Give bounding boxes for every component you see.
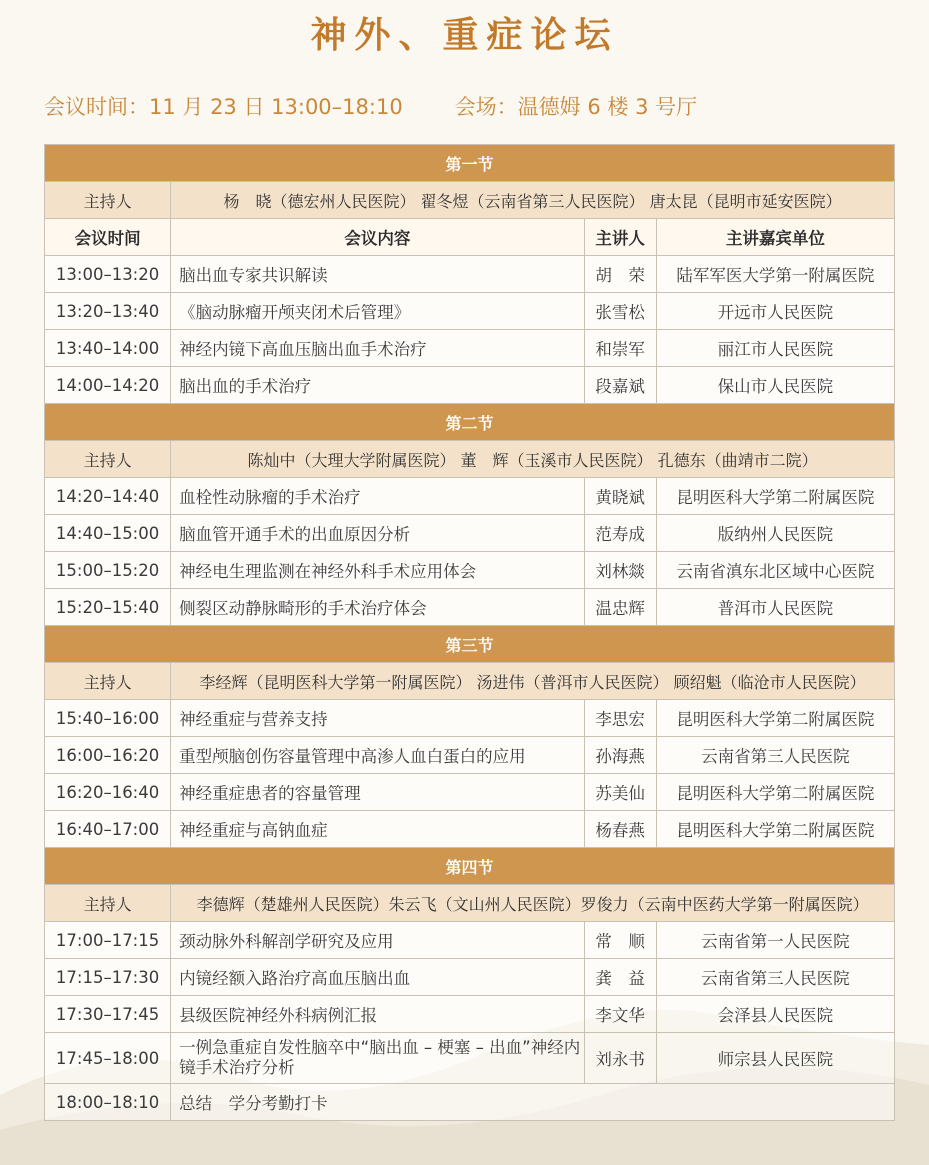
column-header-row <box>45 219 895 256</box>
host-row <box>45 441 895 478</box>
section-header <box>45 404 895 441</box>
host-label: 主持人 <box>45 182 171 219</box>
session-org: 云南省第三人民医院 <box>656 737 894 774</box>
session-topic: 县级医院神经外科病例汇报 <box>171 996 584 1033</box>
host-label: 主持人 <box>45 441 171 478</box>
session-speaker: 胡 荣 <box>584 256 656 293</box>
session-org: 昆明医科大学第二附属医院 <box>656 774 894 811</box>
closing-topic: 总结 学分考勤打卡 <box>171 1084 895 1121</box>
session-speaker: 龚 益 <box>584 959 656 996</box>
session-speaker: 段嘉斌 <box>584 367 656 404</box>
session-time: 14:20–14:40 <box>45 478 171 515</box>
session-topic: 神经电生理监测在神经外科手术应用体会 <box>171 552 584 589</box>
column-header-content: 会议内容 <box>171 219 584 256</box>
session-speaker: 刘林燚 <box>584 552 656 589</box>
table-row <box>45 589 895 626</box>
table-row <box>45 996 895 1033</box>
session-topic: 内镜经额入路治疗高血压脑出血 <box>171 959 584 996</box>
table-row <box>45 367 895 404</box>
section-header <box>45 848 895 885</box>
session-org: 昆明医科大学第二附属医院 <box>656 811 894 848</box>
session-time: 17:15–17:30 <box>45 959 171 996</box>
host-label: 主持人 <box>45 885 171 922</box>
session-speaker: 和崇军 <box>584 330 656 367</box>
session-speaker: 黄晓斌 <box>584 478 656 515</box>
section-title: 第四节 <box>45 848 895 885</box>
session-topic: 颈动脉外科解剖学研究及应用 <box>171 922 584 959</box>
session-time: 14:00–14:20 <box>45 367 171 404</box>
host-row <box>45 182 895 219</box>
table-row <box>45 811 895 848</box>
session-topic: 神经重症与营养支持 <box>171 700 584 737</box>
session-topic: 一例急重症自发性脑卒中“脑出血 – 梗塞 – 出血”神经内镜手术治疗分析 <box>171 1033 584 1084</box>
session-time: 17:30–17:45 <box>45 996 171 1033</box>
session-org: 普洱市人民医院 <box>656 589 894 626</box>
session-topic: 《脑动脉瘤开颅夹闭术后管理》 <box>171 293 584 330</box>
section-title: 第二节 <box>45 404 895 441</box>
session-speaker: 刘永书 <box>584 1033 656 1084</box>
table-row <box>45 737 895 774</box>
session-time: 15:40–16:00 <box>45 700 171 737</box>
host-row <box>45 885 895 922</box>
section-header <box>45 626 895 663</box>
session-time: 13:00–13:20 <box>45 256 171 293</box>
session-speaker: 李文华 <box>584 996 656 1033</box>
session-time: 16:40–17:00 <box>45 811 171 848</box>
session-org: 会泽县人民医院 <box>656 996 894 1033</box>
session-topic: 神经重症与高钠血症 <box>171 811 584 848</box>
table-row <box>45 293 895 330</box>
agenda-table <box>44 144 895 1121</box>
table-row <box>45 700 895 737</box>
column-header-org: 主讲嘉宾单位 <box>656 219 894 256</box>
table-row <box>45 774 895 811</box>
host-names: 李德辉（楚雄州人民医院）朱云飞（文山州人民医院）罗俊力（云南中医药大学第一附属医院） <box>171 885 895 922</box>
session-org: 版纳州人民医院 <box>656 515 894 552</box>
session-org: 云南省滇东北区域中心医院 <box>656 552 894 589</box>
session-org: 陆军军医大学第一附属医院 <box>656 256 894 293</box>
session-org: 昆明医科大学第二附属医院 <box>656 700 894 737</box>
session-time: 15:00–15:20 <box>45 552 171 589</box>
session-topic: 脑出血专家共识解读 <box>171 256 584 293</box>
session-speaker: 李思宏 <box>584 700 656 737</box>
session-speaker: 张雪松 <box>584 293 656 330</box>
host-names: 李经辉（昆明医科大学第一附属医院） 汤进伟（普洱市人民医院） 顾绍魁（临沧市人民医院） <box>171 663 895 700</box>
session-org: 开远市人民医院 <box>656 293 894 330</box>
session-speaker: 孙海燕 <box>584 737 656 774</box>
column-header-time: 会议时间 <box>45 219 171 256</box>
host-row <box>45 663 895 700</box>
session-speaker: 苏美仙 <box>584 774 656 811</box>
table-row <box>45 330 895 367</box>
meeting-venue: 会场：温德姆 6 楼 3 号厅 <box>454 95 698 119</box>
table-row <box>45 256 895 293</box>
host-names: 杨 晓（德宏州人民医院） 翟冬煜（云南省第三人民医院） 唐太昆（昆明市延安医院） <box>171 182 895 219</box>
table-row <box>45 515 895 552</box>
session-time: 16:00–16:20 <box>45 737 171 774</box>
session-topic: 血栓性动脉瘤的手术治疗 <box>171 478 584 515</box>
meeting-time: 会议时间：11 月 23 日 13:00–18:10 <box>44 95 403 119</box>
table-row <box>45 1033 895 1084</box>
session-org: 保山市人民医院 <box>656 367 894 404</box>
host-label: 主持人 <box>45 663 171 700</box>
session-org: 云南省第一人民医院 <box>656 922 894 959</box>
section-header <box>45 145 895 182</box>
session-topic: 侧裂区动静脉畸形的手术治疗体会 <box>171 589 584 626</box>
session-speaker: 杨春燕 <box>584 811 656 848</box>
column-header-speaker: 主讲人 <box>584 219 656 256</box>
table-row <box>45 922 895 959</box>
session-topic: 神经内镜下高血压脑出血手术治疗 <box>171 330 584 367</box>
session-org: 昆明医科大学第二附属医院 <box>656 478 894 515</box>
closing-row <box>45 1084 895 1121</box>
session-time: 16:20–16:40 <box>45 774 171 811</box>
session-org: 云南省第三人民医院 <box>656 959 894 996</box>
session-topic: 脑血管开通手术的出血原因分析 <box>171 515 584 552</box>
session-time: 15:20–15:40 <box>45 589 171 626</box>
meeting-info <box>44 92 904 122</box>
session-time: 17:00–17:15 <box>45 922 171 959</box>
table-row <box>45 959 895 996</box>
closing-time: 18:00–18:10 <box>45 1084 171 1121</box>
session-speaker: 温忠辉 <box>584 589 656 626</box>
table-row <box>45 552 895 589</box>
session-time: 13:40–14:00 <box>45 330 171 367</box>
session-time: 13:20–13:40 <box>45 293 171 330</box>
table-row <box>45 478 895 515</box>
session-topic: 脑出血的手术治疗 <box>171 367 584 404</box>
session-org: 师宗县人民医院 <box>656 1033 894 1084</box>
session-topic: 神经重症患者的容量管理 <box>171 774 584 811</box>
section-title: 第三节 <box>45 626 895 663</box>
page-title: 神外、重症论坛 <box>310 15 619 56</box>
session-speaker: 常 顺 <box>584 922 656 959</box>
session-time: 17:45–18:00 <box>45 1033 171 1084</box>
session-speaker: 范寿成 <box>584 515 656 552</box>
section-title: 第一节 <box>45 145 895 182</box>
session-topic: 重型颅脑创伤容量管理中高渗人血白蛋白的应用 <box>171 737 584 774</box>
host-names: 陈灿中（大理大学附属医院） 董 辉（玉溪市人民医院） 孔德东（曲靖市二院） <box>171 441 895 478</box>
session-org: 丽江市人民医院 <box>656 330 894 367</box>
session-time: 14:40–15:00 <box>45 515 171 552</box>
